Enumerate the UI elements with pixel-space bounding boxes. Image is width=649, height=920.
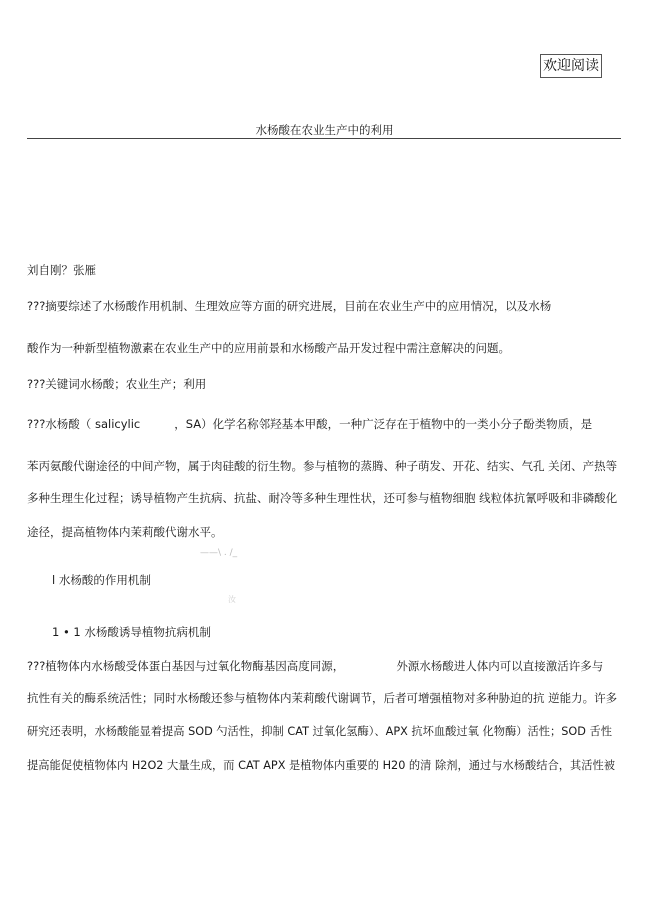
subsection-heading: 1 • 1 水杨酸诱导植物抗病机制 — [52, 625, 211, 639]
title-divider — [27, 138, 621, 139]
welcome-button[interactable]: 欢迎阅读 — [540, 54, 602, 78]
intro-paragraph-line: 苯丙氨酸代谢途径的中间产物，属于肉硅酸的衍生物。参与植物的蒸腾、种子萌发、开花、结实、气孔 关闭、产热等 — [27, 459, 618, 473]
intro-text: ，SA）化学名称邻羟基本甲酸，一种广泛存在于植物中的一类小分子酚类物质，是 — [174, 417, 593, 431]
intro-paragraph-line — [27, 416, 592, 432]
keywords: ???关键词水杨酸；农业生产；利用 — [27, 377, 207, 391]
abstract-line: ???摘要综述了水杨酸作用机制、生理效应等方面的研究进展，目前在农业生产中的应用情况，以及水杨 — [27, 299, 552, 313]
body-paragraph-line — [27, 658, 603, 674]
intro-text: ???水杨酸（ salicylic — [27, 417, 141, 431]
intro-paragraph-line: 途径，提高植物体内茉莉酸代谢水平。 — [27, 525, 223, 539]
scan-artifact: 汝 — [228, 595, 236, 604]
section-heading: l 水杨酸的作用机制 — [52, 573, 151, 587]
body-text: ???植物体内水杨酸受体蛋白基因与过氧化物酶基因高度同源， — [27, 659, 345, 673]
body-paragraph-line: 提高能促使植物体内 H2O2 大量生成，而 CAT APX 是植物体内重要的 H20 的清 除剂，通过与水杨酸结合，其活性被 — [27, 759, 615, 772]
abstract-line: 酸作为一种新型植物激素在农业生产中的应用前景和水杨酸产品开发过程中需注意解决的问题。 — [27, 341, 510, 355]
page-title: 水杨酸在农业生产中的利用 — [255, 123, 394, 137]
body-paragraph-line: 研究还表明，水杨酸能显着提高 SOD 勺活性，抑制 CAT 过氧化氢酶）、APX 抗坏血酸过氧 化物酶）活性；SOD 舌性 — [27, 725, 612, 738]
body-paragraph-line: 抗性有关的酶系统活性；同时水杨酸还参与植物体内茉莉酸代谢调节，后者可增强植物对多种胁迫的抗 逆能力。许多 — [27, 691, 618, 705]
scan-artifact: ——\ . /_ — [200, 548, 238, 558]
intro-paragraph-line: 多种生理生化过程；诱导植物产生抗病、抗盐、耐冷等多种生理性状，还可参与植物细胞 线粒体抗氰呼吸和非磷酸化 — [27, 491, 618, 505]
body-text: 外源水杨酸进人体内可以直接激活许多与 — [396, 659, 604, 673]
authors: 刘自刚？张雁 — [27, 263, 96, 277]
